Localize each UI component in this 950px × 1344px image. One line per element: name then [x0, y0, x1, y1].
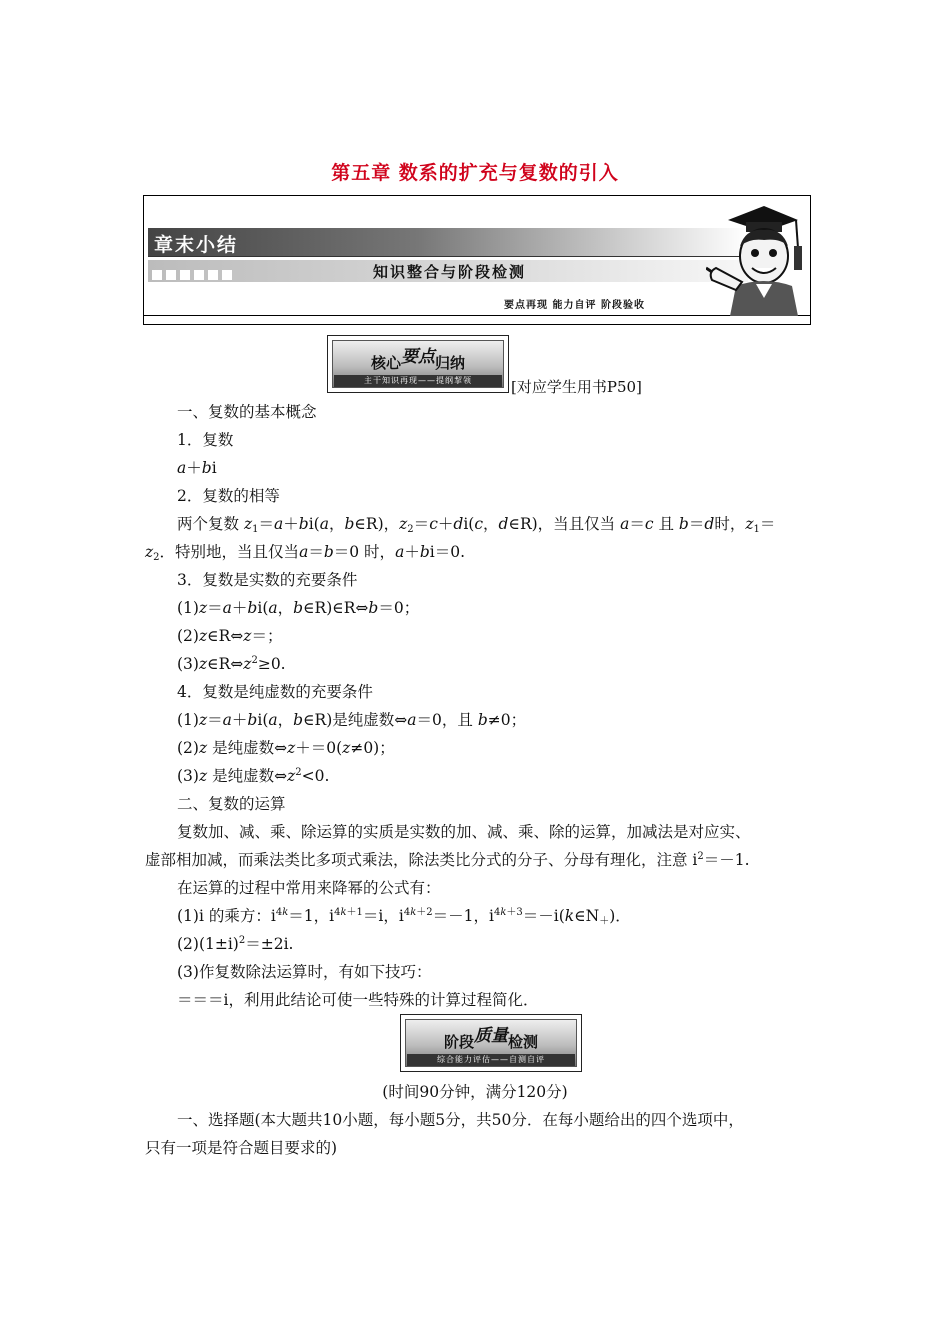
stage-test-badge [400, 1014, 582, 1072]
banner-heading: 章末小结 [154, 234, 239, 256]
graduate-mascot-icon [706, 198, 810, 316]
question-instruction: 一、选择题(本大题共10小题，每小题5分，共50分．在每小题给出的四个选项中， [177, 1111, 744, 1129]
banner-heading-strip [148, 228, 748, 256]
paragraph-line: 两个复数 $z_1=a+bi(a$，b∈R)，$z_2=c+di(c$，d∈R)，当且仅当 a＝c 且 b＝d时，$z_1=$ [177, 515, 776, 535]
chapter-summary-banner [143, 195, 811, 325]
subsection-heading: 1．复数 [177, 431, 234, 449]
badge-title-part: 核心 [370, 354, 401, 372]
badge-title [401, 1027, 581, 1052]
core-points-badge [327, 335, 509, 393]
formula-line: (2)z 是纯虚数⇔z＋＝0(z≠0)； [177, 739, 395, 757]
chapter-title: 第五章 数系的扩充与复数的引入 [331, 162, 619, 184]
subsection-heading: 2．复数的相等 [177, 487, 280, 505]
subsection-heading: 3．复数是实数的充要条件 [177, 571, 358, 589]
badge-title-part: 阶段 [443, 1033, 474, 1051]
section-heading: 一、复数的基本概念 [177, 403, 317, 421]
banner-tags: 要点再现 能力自评 阶段验收 [504, 300, 645, 311]
reference-note: [对应学生用书P50] [511, 378, 642, 396]
banner-decor-blocks [152, 265, 236, 284]
time-note: (时间90分钟，满分120分) [382, 1083, 568, 1101]
badge-title [328, 348, 508, 373]
badge-title-highlight: 质量 [474, 1026, 508, 1046]
paragraph-line: ＝＝＝i，利用此结论可使一些特殊的计算过程简化． [177, 991, 539, 1009]
formula-line: (1)i 的乘方：$i^{4k}=1$，$i^{4k+1}=i$，$i^{4k+2}=-1$，$i^{4k+3}=-i(k\in N_+)$． [177, 907, 631, 927]
paragraph-line: 在运算的过程中常用来降幂的公式有： [177, 879, 441, 897]
badge-tagline: 主干知识再现——提纲挈领 [334, 375, 502, 387]
banner-subheading-strip [148, 260, 748, 282]
badge-title-part: 检测 [508, 1033, 539, 1051]
formula-line: a＋bi [177, 459, 217, 477]
formula-line: (1)z＝a＋bi(a，b∈R)是纯虚数⇔a＝0，且 b≠0； [177, 711, 527, 729]
subsection-heading: 4．复数是纯虚数的充要条件 [177, 683, 373, 701]
banner-subheading: 知识整合与阶段检测 [373, 263, 527, 281]
formula-line: $(3)z\in R\Leftrightarrow z^2\ge 0$. [177, 655, 286, 673]
paragraph-line: 虚部相加减，而乘法类比多项式乘法，除法类比分式的分子、分母有理化，注意 $i^2=-1$. [145, 851, 750, 869]
formula-line: $(2)(1\pm i)^2=\pm 2i$. [177, 935, 294, 953]
section-heading: 二、复数的运算 [177, 795, 286, 813]
badge-tagline: 综合能力评估——自测自评 [407, 1054, 575, 1066]
formula-line: (1)z＝a＋bi(a，b∈R)∈R⇔b＝0； [177, 599, 420, 617]
paragraph-line: (3)作复数除法运算时，有如下技巧： [177, 963, 432, 981]
paragraph-line: $z_2$．特别地，当且仅当a＝b＝0 时，a＋bi＝0. [145, 543, 466, 563]
paragraph-line: 复数加、减、乘、除运算的实质是实数的加、减、乘、除的运算，加减法是对应实、 [177, 823, 751, 841]
banner-divider [148, 256, 748, 257]
badge-title-highlight: 要点 [401, 347, 435, 367]
badge-title-part: 归纳 [435, 354, 466, 372]
formula-line: (3)z 是纯虚数$\Leftrightarrow z^2<0$. [177, 767, 330, 785]
formula-line: (2)z∈R⇔z＝； [177, 627, 283, 645]
question-instruction: 只有一项是符合题目要求的) [145, 1139, 338, 1157]
